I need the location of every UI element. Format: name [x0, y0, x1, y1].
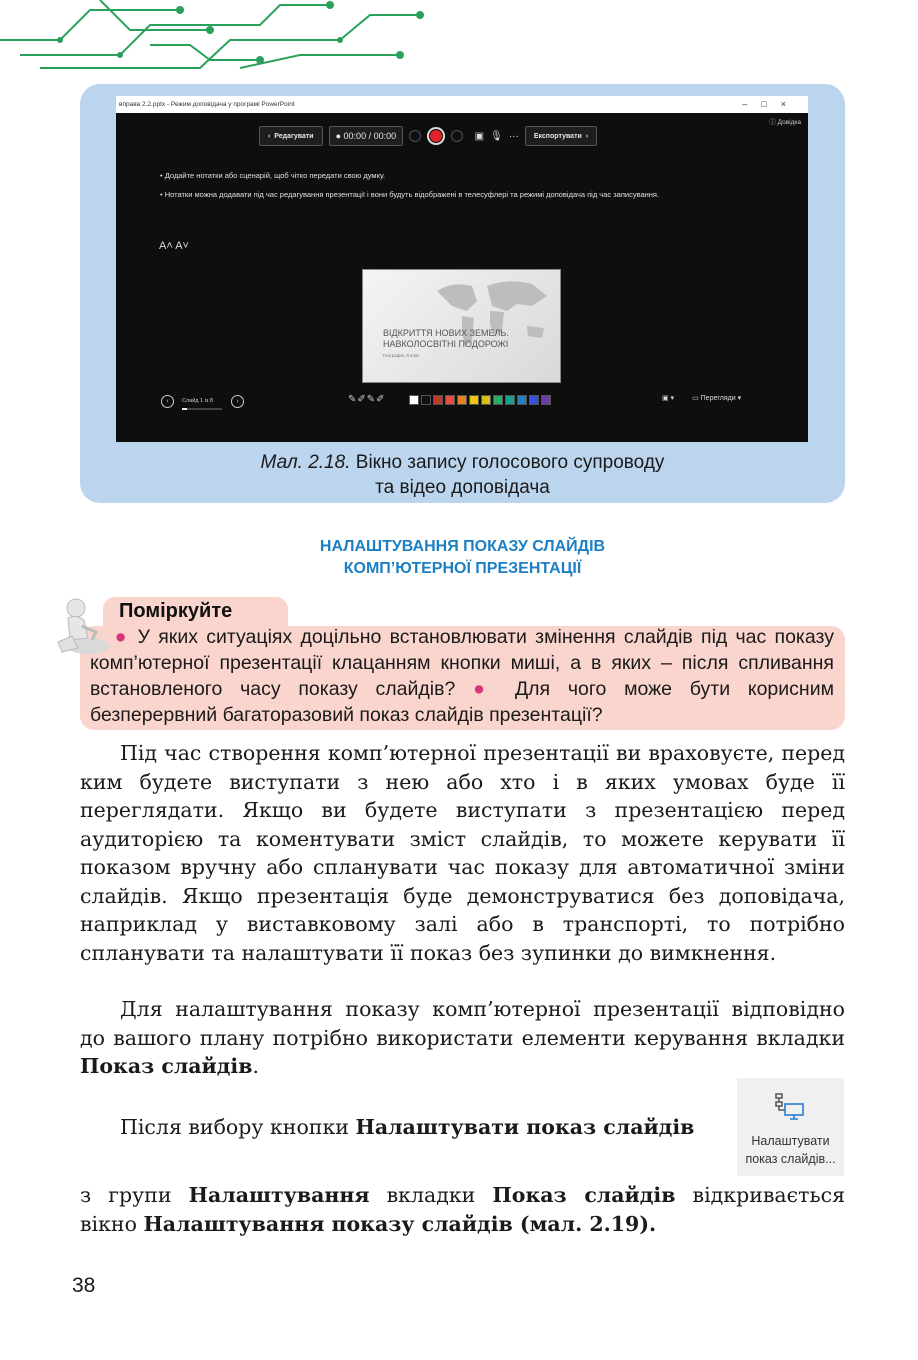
previous-slide-icon: ‹	[161, 395, 174, 408]
stop-icon	[451, 130, 463, 142]
figure-number: Мал. 2.18.	[260, 452, 351, 473]
color-swatch	[517, 395, 527, 405]
window-title: вправа 2.2.pptx - Режим доповідача у програмі PowerPoint	[119, 101, 295, 108]
timer-dot-icon: ●	[335, 131, 344, 141]
color-swatch	[529, 395, 539, 405]
color-swatch	[481, 395, 491, 405]
slide-preview	[362, 269, 561, 383]
think-question-1: У яких ситуаціях доцільно встановлювати змінення слайдів під час показу комп’ютерної презентації клацанням кнопки миші, а в яких – після спливання встановленого часу показу слайдів?	[90, 626, 834, 700]
section-heading: НАЛАШТУВАННЯ ПОКАЗУ СЛАЙДІВ КОМП’ЮТЕРНОЇ ПРЕЗЕНТАЦІЇ	[319, 538, 606, 577]
color-swatch	[445, 395, 455, 405]
chevron-left-icon: ‹	[268, 132, 275, 140]
help-link: ⓘ Довідка	[769, 119, 801, 126]
page-number: 38	[72, 1274, 96, 1297]
think-question-2: Для чого може бути корисним безперервний багаторазовий показ слайдів презентації?	[90, 678, 834, 726]
setup-slideshow-icon	[773, 1092, 807, 1122]
color-swatch	[421, 395, 431, 405]
microphone-icon: 🎙	[490, 130, 503, 142]
bottom-controls	[116, 392, 808, 412]
speaker-notes	[160, 166, 659, 204]
paragraph-4: з групи Налаштування вкладки Показ слайдів відкривається вікно Налаштування показу слайдів (мал. 2.19).	[80, 1183, 846, 1236]
color-swatch	[505, 395, 515, 405]
note-line: • Додайте нотатки або сценарій, щоб чітко передати свою думку.	[160, 171, 386, 180]
pause-icon	[409, 130, 421, 142]
view-controls	[662, 394, 741, 402]
color-swatch	[433, 395, 443, 405]
bullet-icon: ●	[473, 678, 498, 700]
help-icon: ⓘ	[769, 119, 776, 126]
camera-off-icon: ▣	[469, 130, 485, 142]
color-swatch	[469, 395, 479, 405]
export-button: Експортувати ›	[525, 126, 597, 146]
timer-display: ● 00:00 / 00:00	[329, 126, 403, 146]
slide-subtitle: Географія, 8 клас	[383, 353, 420, 358]
camera-view-icon: ▣ ▾	[662, 395, 675, 402]
color-swatch	[409, 395, 419, 405]
chevron-right-icon: ›	[581, 132, 589, 140]
next-slide-icon: ›	[231, 395, 244, 408]
color-swatch	[541, 395, 551, 405]
figure-caption	[80, 450, 845, 500]
window-titlebar	[116, 96, 808, 113]
slide-counter: Слайд 1 із 8	[182, 398, 213, 404]
record-button	[427, 127, 445, 145]
bullet-icon: ●	[114, 626, 130, 648]
think-questions	[90, 624, 834, 728]
color-swatch	[493, 395, 503, 405]
circuit-decoration	[0, 0, 430, 70]
edit-button: ‹ Редагувати	[259, 126, 323, 146]
paragraph-3: Після вибору кнопки Налаштувати показ слайдів	[120, 1115, 695, 1139]
slide-title: ВІДКРИТТЯ НОВИХ ЗЕМЕЛЬ. НАВКОЛОСВІТНІ ПОДОРОЖІ	[383, 328, 509, 349]
paragraph-1: Під час створення комп’ютерної презентації ви враховуєте, перед ким будете виступати з нею або хто і в яких умовах буде її переглядати. Якщо ви будете виступати з презентацією перед аудиторією та коментувати зміст слайдів, то можете керувати її показом вручну або спланувати час показу для автоматичної зміни слайдів. Якщо презентація буде демонструватися без доповідача, наприклад у виставковому залі або в транспорті, то потрібно спланувати та налаштувати її показ без зупинки до вимкнення.	[80, 741, 845, 965]
pen-tools-icon: ✎✐✎✐	[348, 394, 386, 405]
more-icon: ···	[508, 130, 519, 142]
color-swatch	[457, 395, 467, 405]
slide-progress	[182, 408, 222, 410]
caption-line-2: та відео доповідача	[375, 477, 550, 498]
views-dropdown: ▭ Перегляди ▾	[692, 395, 742, 402]
color-swatches	[409, 395, 551, 405]
paragraph-2: Для налаштування показу комп’ютерної презентації відповідно до вашого плану потрібно використати елементи керування вкладки Показ слайдів.	[80, 997, 845, 1078]
note-line: • Нотатки можна додавати під час редагування презентації і вони будуть відображені в телесуфлері та режимі доповідача під час записування.	[160, 190, 660, 199]
font-size-controls: A˄ A˅	[159, 240, 189, 252]
think-title: Поміркуйте	[119, 600, 233, 622]
window-controls: –□×	[742, 99, 800, 109]
setup-slideshow-button-image	[737, 1078, 844, 1176]
recording-toolbar	[259, 125, 597, 147]
caption-line-1: Вікно запису голосового супроводу	[355, 452, 665, 473]
recording-window-screenshot	[116, 96, 808, 442]
setup-slideshow-label: Налаштувати показ слайдів...	[745, 1134, 836, 1166]
